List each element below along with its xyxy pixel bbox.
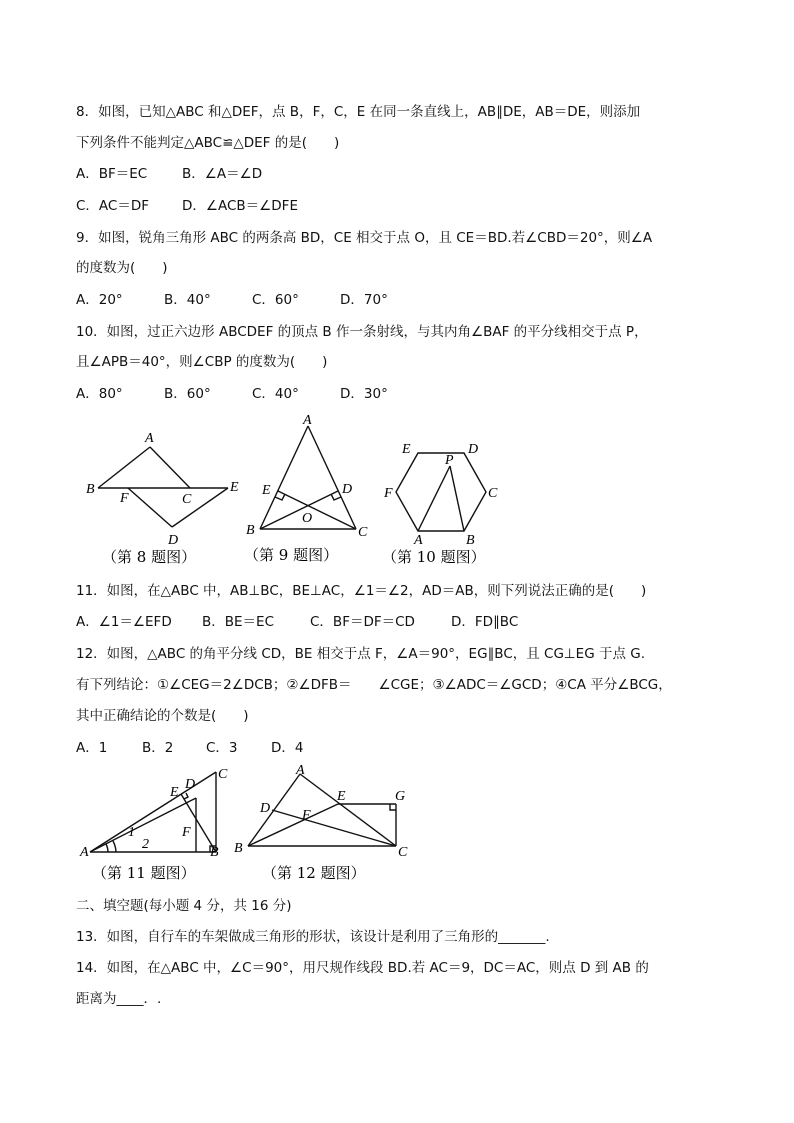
fig8-label-a: A xyxy=(145,431,154,446)
q11-option-a: A．∠1＝∠EFD xyxy=(76,614,172,630)
fig8-label-b: B xyxy=(86,482,95,497)
fig12-label-e: E xyxy=(337,789,346,804)
q10-options xyxy=(76,384,388,404)
q9-stem-line2: 的度数为( ) xyxy=(76,260,168,276)
fig12-label-a: A xyxy=(296,764,305,778)
figure-q8 xyxy=(80,420,250,570)
fig11-label-d: D xyxy=(185,777,196,792)
q10-option-a: A．80° xyxy=(76,386,123,402)
q10-stem-line1: 10．如图，过正六边形 ABCDEF 的顶点 B 作一条射线，与其内角∠BAF 的平分线相交于点 P， xyxy=(76,324,648,340)
q8-options-row2 xyxy=(76,196,298,216)
q12-stem-line2: 有下列结论：①∠CEG＝2∠DCB；②∠DFB＝ ∠CGE；③∠ADC＝∠GCD；④CA 平分∠BCG， xyxy=(76,677,672,693)
figure-q9 xyxy=(240,412,380,570)
fig9-label-b: B xyxy=(246,523,255,538)
fig8-label-c: C xyxy=(182,492,192,507)
q10-option-b: B．60° xyxy=(164,386,211,402)
fig9-label-a: A xyxy=(303,413,312,428)
fig12-label-g: G xyxy=(395,789,406,804)
fig10-label-a: A xyxy=(414,533,423,548)
q11-option-c: C．BF＝DF＝CD xyxy=(310,614,415,630)
fig11-label-a: A xyxy=(80,845,89,860)
fig12-label-d: D xyxy=(260,801,271,816)
q12-stem-line1: 12．如图，△ABC 的角平分线 CD，BE 相交于点 F，∠A＝90°，EG∥BC，且 CG⊥EG 于点 G. xyxy=(76,646,646,662)
fig10-label-c: C xyxy=(488,486,498,501)
q8-stem-line2: 下列条件不能判定△ABC≌△DEF 的是( ) xyxy=(76,135,340,151)
q12-stem-line3: 其中正确结论的个数是( ) xyxy=(76,708,249,724)
fig10-label-p: P xyxy=(445,453,454,468)
q14-stem-line2: 距离为____．. xyxy=(76,991,162,1007)
q10-option-d: D．30° xyxy=(340,386,388,402)
fig11-label-b: B xyxy=(210,845,219,860)
q8-option-b: B．∠A＝∠D xyxy=(182,166,263,182)
q12-option-a: A．1 xyxy=(76,740,108,756)
fig12-caption: （第 12 题图） xyxy=(262,864,366,882)
q12-option-c: C．3 xyxy=(206,740,238,756)
figure-q12 xyxy=(230,764,415,888)
q8-stem-line1: 8．如图，已知△ABC 和△DEF，点 B，F，C，E 在同一条直线上，AB∥DE，AB＝DE，则添加 xyxy=(76,104,641,120)
fig9-label-c: C xyxy=(358,525,368,540)
q13-stem-line1: 13．如图，自行车的车架做成三角形的形状，该设计是利用了三角形的_______. xyxy=(76,929,550,945)
fig10-caption: （第 10 题图） xyxy=(382,548,486,566)
fig11-label-e: E xyxy=(170,785,179,800)
fig11-caption: （第 11 题图） xyxy=(92,864,196,882)
q14-stem-line1: 14．如图，在△ABC 中，∠C＝90°，用尺规作线段 BD.若 AC＝9，DC＝AC，则点 D 到 AB 的 xyxy=(76,960,649,976)
q12-options xyxy=(76,738,303,758)
figure-q11 xyxy=(78,764,230,888)
fig11-label-f: F xyxy=(182,825,191,840)
fig9-label-o: O xyxy=(302,511,313,526)
fig10-label-d: D xyxy=(468,442,479,457)
fig12-label-f: F xyxy=(302,808,311,823)
fig9-label-e: E xyxy=(262,483,271,498)
q11-stem-line1: 11．如图，在△ABC 中，AB⊥BC，BE⊥AC，∠1＝∠2，AD＝AB，则下列说法正确的是( ) xyxy=(76,583,647,599)
q8-option-c: C．AC＝DF xyxy=(76,198,150,214)
q11-option-d: D．FD∥BC xyxy=(451,614,519,630)
q9-stem-line1: 9．如图，锐角三角形 ABC 的两条高 BD，CE 相交于点 O，且 CE＝BD.若∠CBD＝20°，则∠A xyxy=(76,230,653,246)
q9-option-d: D．70° xyxy=(340,292,388,308)
q11-options xyxy=(76,612,518,632)
section-2-title: 二、填空题(每小题 4 分，共 16 分) xyxy=(76,898,292,914)
fig10-label-f: F xyxy=(384,486,393,501)
figure-q10 xyxy=(378,432,508,570)
fig11-label-c: C xyxy=(218,767,228,782)
fig12-label-b: B xyxy=(234,841,243,856)
q9-option-c: C．60° xyxy=(252,292,299,308)
fig12-label-c: C xyxy=(398,845,408,860)
q9-option-a: A．20° xyxy=(76,292,123,308)
q10-option-c: C．40° xyxy=(252,386,299,402)
q8-option-a: A．BF＝EC xyxy=(76,166,148,182)
q9-options xyxy=(76,290,388,310)
fig8-label-e: E xyxy=(230,480,239,495)
q12-option-d: D．4 xyxy=(271,740,304,756)
q9-option-b: B．40° xyxy=(164,292,211,308)
fig10-label-e: E xyxy=(402,442,411,457)
fig9-caption: （第 9 题图） xyxy=(244,546,339,564)
fig8-label-d: D xyxy=(168,533,179,548)
fig11-label-1: 1 xyxy=(128,825,135,840)
fig10-label-b: B xyxy=(466,533,475,548)
q12-option-b: B．2 xyxy=(142,740,174,756)
q11-option-b: B．BE＝EC xyxy=(202,614,275,630)
fig9-label-d: D xyxy=(342,482,353,497)
fig8-caption: （第 8 题图） xyxy=(102,548,197,566)
fig11-label-2: 2 xyxy=(142,837,149,852)
q10-stem-line2: 且∠APB＝40°，则∠CBP 的度数为( ) xyxy=(76,354,328,370)
fig8-label-f: F xyxy=(120,491,129,506)
q8-option-d: D．∠ACB＝∠DFE xyxy=(182,198,298,214)
q8-options-row1 xyxy=(76,164,262,184)
